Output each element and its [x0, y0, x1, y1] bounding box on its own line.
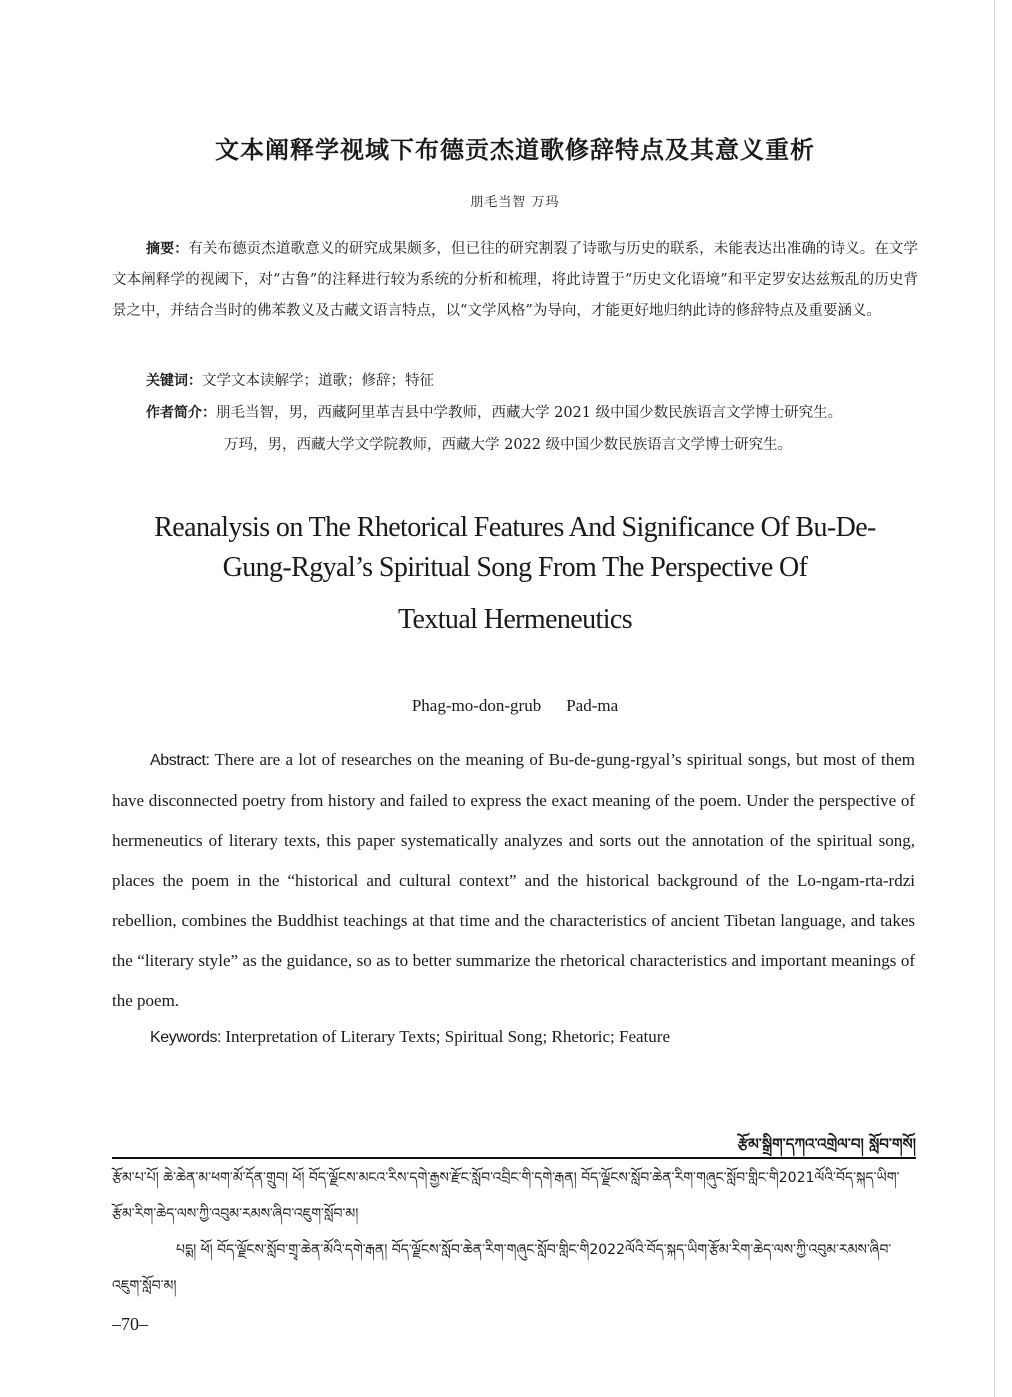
chinese-abstract-label: 摘要： [146, 241, 189, 257]
english-keywords-label: Keywords: [150, 1029, 222, 1046]
tibetan-section-header: རྩོམ་སྒྲིག་དཀའ་འགྲེལ་བ། སློབ་གསོ། [737, 1135, 916, 1153]
chinese-abstract [112, 234, 918, 327]
english-abstract-text: There are a lot of researches on the meaning of Bu-de-gung-rgyal’s spiritual songs, but most of them have disconnected poetry from history and failed to express the exact meaning of the poem. Under the perspective of hermeneutics of literary texts, this paper systematically analyzes and sorts out the annotation of the spiritual song, places the poem in the “historical and cultural context” and the historical background of the Lo-ngam-rta-rdzi rebellion, combines the Buddhist teachings at that time and the characteristics of ancient Tibetan language, and takes the “literary style” as the guidance, so as to better summarize the rhetorical characteristics and important meanings of the poem. [112, 750, 915, 1010]
chinese-abstract-text: 有关布德贡杰道歌意义的研究成果颇多，但已往的研究割裂了诗歌与历史的联系，未能表达出准确的诗义。在文学文本阐释学的视阈下，对“古鲁”的注释进行较为系统的分析和梳理，将此诗置于“历史文化语境”和平定罗安达兹叛乱的历史背景之中，并结合当时的佛苯教义及古藏文语言特点，以“文学风格”为导向，才能更好地归纳此诗的修辞特点及重要涵义。 [112, 241, 919, 319]
chinese-authors: 朋毛当智 万玛 [470, 195, 560, 210]
english-keywords-text: Interpretation of Literary Texts; Spiritual Song; Rhetoric; Feature [225, 1027, 670, 1046]
chinese-keywords-label: 关键词： [146, 373, 202, 389]
english-title-line-1: Reanalysis on The Rhetorical Features And Significance Of Bu-De- [154, 512, 876, 543]
chinese-keywords-text: 文学文本读解学；道歌；修辞；特征 [202, 373, 434, 389]
tibetan-author-note-2: པདྨ། ཕོ། བོད་ལྗོངས་སློབ་གྲྭ་ཆེན་མོའི་དགེ་རྒན། བོད་ལྗོངས་སློབ་ཆེན་རིག་གཞུང་སློབ་གླིང་གི2022ལོའི་བོད་སྐད་ཡིག་རྩོམ་རིག་ཆེད་ལས་ཀྱི་འབུམ་རམས་ཞིབ་འཇུག་སློབ་མ། [112, 1242, 892, 1294]
english-title-line-3: Textual Hermeneutics [397, 604, 633, 635]
english-title [100, 508, 930, 588]
english-title-line-2: Gung-Rgyal’s Spiritual Song From The Perspective Of [222, 552, 808, 583]
chinese-bio-text-1: 朋毛当智，男，西藏阿里革吉县中学教师，西藏大学 2021 级中国少数民族语言文学博士研究生。 [216, 405, 843, 421]
chinese-title: 文本阐释学视域下布德贡杰道歌修辞特点及其意义重析 [215, 135, 815, 164]
chinese-author-bio [112, 398, 952, 429]
english-abstract-label: Abstract: [150, 752, 210, 769]
page-number: –70– [112, 1314, 148, 1334]
english-abstract [112, 740, 915, 1021]
english-keywords [150, 1020, 910, 1055]
chinese-bio-label: 作者简介： [146, 405, 216, 421]
english-authors: Phag-mo-don-grub Pad-ma [411, 696, 619, 715]
page-edge-rule [994, 0, 995, 1397]
chinese-author-bio-2: 万玛，男，西藏大学文学院教师，西藏大学 2022 级中国少数民族语言文学博士研究生。 [224, 437, 793, 453]
tibetan-author-note-1: རྩོམ་པ་པོ། ཆེ་ཆེན་མ་ཕག་མོ་དོན་གྲུབ། ཕོ། བོད་ལྗོངས་མངའ་རིས་དགེ་རྒྱས་རྫོང་སློབ་འབྲིང་གི་དགེ་རྒན། བོད་ལྗོངས་སློབ་ཆེན་རིག་གཞུང་སློབ་གླིང་གི2021ལོའི་བོད་སྐད་ཡིག་རྩོམ་རིག་ཆེད་ལས་ཀྱི་འབུམ་རམས་ཞིབ་འཇུག་སློབ་མ། [112, 1170, 900, 1222]
footnote-divider [112, 1157, 916, 1159]
chinese-keywords [112, 366, 952, 397]
